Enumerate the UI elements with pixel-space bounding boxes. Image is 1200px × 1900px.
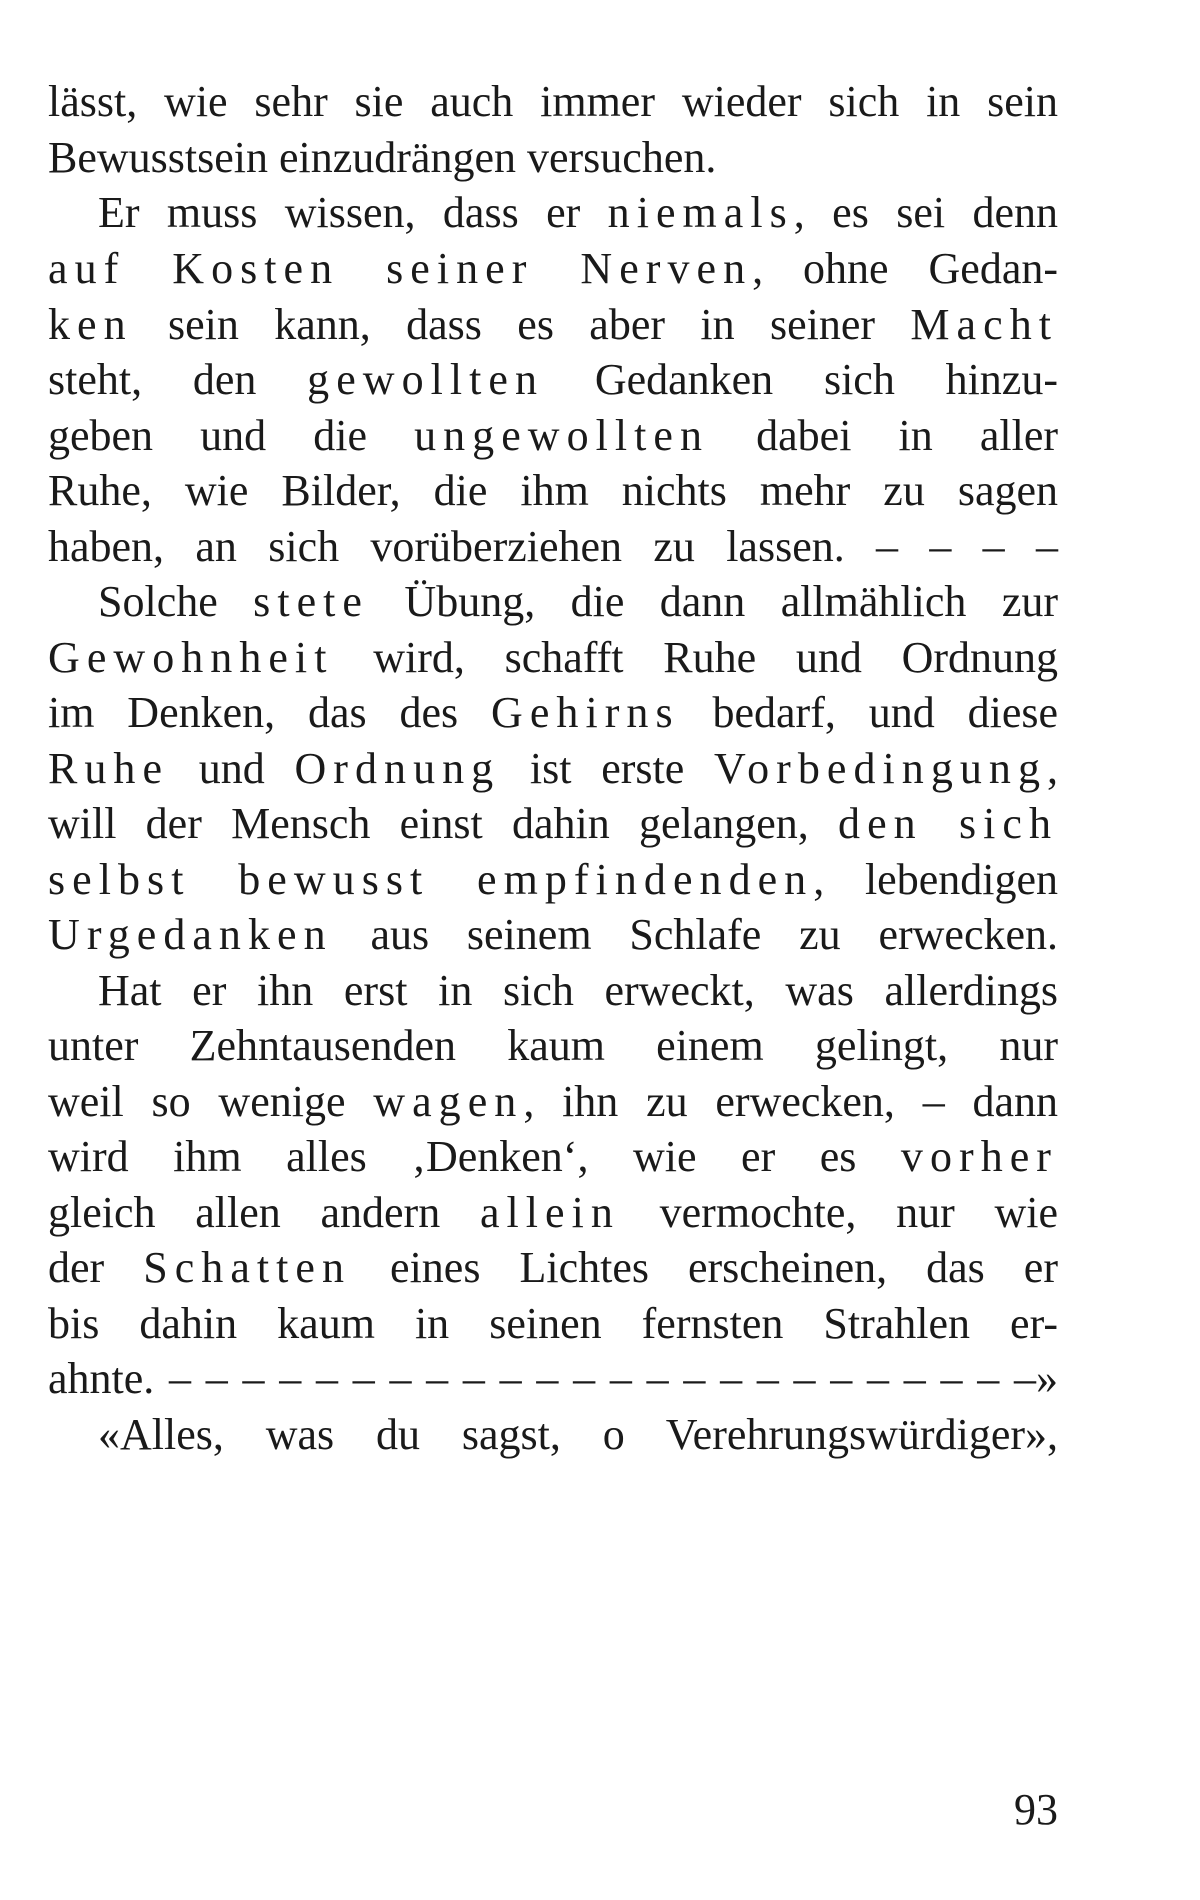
text-line-20: wird ihm alles ‚Denken‘, wie er es vorher [48, 1132, 1058, 1181]
spaced-emphasis: allein [479, 1188, 620, 1237]
text-line-8: Ruhe, wie Bilder, die ihm nichts mehr zu sagen [48, 466, 1058, 515]
spaced-emphasis: Urgedanken [48, 910, 333, 959]
page-number: 93 [1014, 1785, 1058, 1834]
text-line-5: ken sein kann, dass es aber in seiner Macht [48, 300, 1058, 349]
text-line-24: ahnte. – – – – – – – – – – – – – – – – – – – – – – – –» [48, 1354, 1058, 1403]
spaced-emphasis: ungewollten [414, 411, 710, 460]
text-line-14: will der Mensch einst dahin gelangen, den sich [48, 799, 1058, 848]
spaced-emphasis: Vorbedingung [714, 744, 1047, 793]
spaced-emphasis: niemals [607, 188, 794, 237]
text-line-23: bis dahin kaum in seinen fernsten Strahlen er- [48, 1299, 1058, 1348]
text-line-19: weil so wenige wagen, ihn zu erwecken, – dann [48, 1077, 1059, 1126]
spaced-emphasis: Schatten [143, 1243, 352, 1292]
text-line-15: selbst bewusst empfindenden, lebendigen [48, 855, 1058, 904]
text-line-7: geben und die ungewollten dabei in aller [48, 411, 1058, 460]
text-line-1: lässt, wie sehr sie auch immer wieder sich in sein [48, 77, 1058, 126]
text-line-22: der Schatten eines Lichtes erscheinen, das er [48, 1243, 1058, 1292]
text-line-4: auf Kosten seiner Nerven, ohne Gedan- [48, 244, 1058, 293]
spaced-emphasis: Ruhe [48, 744, 170, 793]
spaced-emphasis: wagen [373, 1077, 524, 1126]
text-line-18: unter Zehntausenden kaum einem gelingt, nur [48, 1021, 1058, 1070]
text-line-6: steht, den gewollten Gedanken sich hinzu- [48, 355, 1058, 404]
text-line-3: Er muss wissen, dass er niemals, es sei denn [98, 188, 1059, 237]
text-line-21: gleich allen andern allein vermochte, nur wie [48, 1188, 1058, 1237]
spaced-emphasis: auf Kosten seiner Nerven [48, 244, 753, 293]
spaced-emphasis: stete [253, 577, 370, 626]
text-line-13: Ruhe und Ordnung ist erste Vorbedingung, [48, 744, 1058, 793]
spaced-emphasis: ken [48, 300, 133, 349]
text-line-17: Hat er ihn erst in sich erweckt, was allerdings [98, 966, 1058, 1015]
text-line-9: haben, an sich vorüberziehen zu lassen. – – – – [48, 522, 1058, 571]
spaced-emphasis: Gewohnheit [48, 633, 334, 682]
spaced-emphasis: Ordnung [294, 744, 501, 793]
spaced-emphasis: den sich [838, 799, 1058, 848]
text-line-11: Gewohnheit wird, schafft Ruhe und Ordnung [48, 633, 1058, 682]
text-line-25: «Alles, was du sagst, o Verehrungswürdiger», [98, 1410, 1058, 1459]
text-line-10: Solche stete Übung, die dann allmählich zur [98, 577, 1058, 626]
spaced-emphasis: Gehirns [491, 688, 680, 737]
text-line-16: Urgedanken aus seinem Schlafe zu erwecken. [48, 910, 1058, 959]
spaced-emphasis: vorher [900, 1132, 1058, 1181]
text-line-2: Bewusstsein einzudrängen versuchen. [48, 133, 717, 182]
spaced-emphasis: gewollten [307, 355, 545, 404]
spaced-emphasis: selbst bewusst empfindenden [48, 855, 814, 904]
spaced-emphasis: Macht [910, 300, 1058, 349]
text-line-12: im Denken, das des Gehirns bedarf, und diese [48, 688, 1058, 737]
